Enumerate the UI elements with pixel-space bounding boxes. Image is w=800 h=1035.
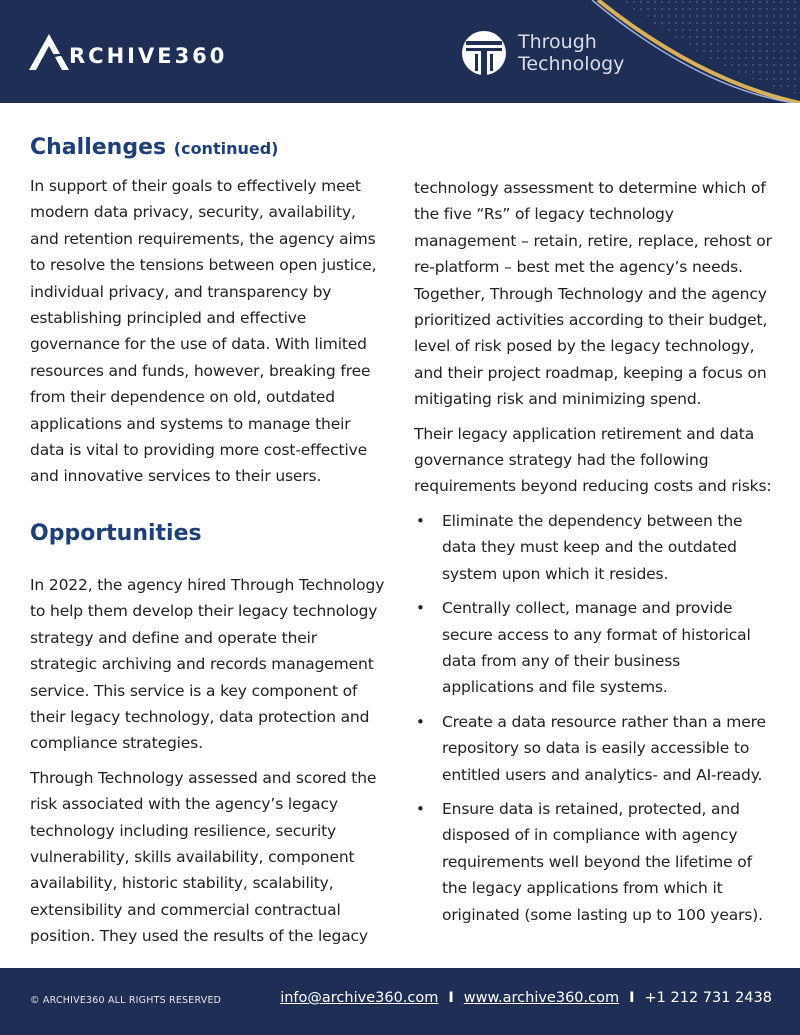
bullet-icon: • — [416, 799, 425, 818]
challenges-heading — [30, 130, 385, 167]
phone-number: +1 212 731 2438 — [644, 990, 772, 1006]
footer-contacts — [280, 990, 772, 1006]
opportunities-heading: Opportunities — [30, 520, 202, 546]
bullet-icon: • — [416, 599, 425, 618]
opportunities-paragraph-3: technology assessment to determine which of the five “Rs” of legacy technology management – retain, retire, replace, rehost or re-platform – best met the agency’s needs. Together, Through Technology and the agency prioritized activities according to their budget, level of risk posed by the legacy technology, and their project roadmap, keeping a focus on mitigating risk and minimizing spend. — [414, 179, 772, 409]
challenges-paragraph: In support of their goals to effectively meet modern data privacy, security, availability, and retention requirements, the agency aims to resolve the tensions between open justice, individual privacy, and transparency by establishing principled and effective governance for the use of data. With limited resources and funds, however, breaking free from their dependence on old, outdated applications and systems to manage their data is vital to providing more cost-effective and innovative services to their users. — [30, 177, 377, 486]
requirements-list — [414, 508, 774, 928]
archive360-logo-text: RCHIVE360 — [69, 44, 228, 68]
through-technology-wordmark — [518, 31, 624, 75]
copyright-text: © ARCHIVE360 ALL RIGHTS RESERVED — [30, 995, 222, 1006]
page-footer — [0, 968, 800, 1035]
through-technology-line2: Technology — [518, 53, 625, 75]
challenges-title: Challenges — [30, 135, 167, 160]
right-column — [414, 175, 774, 936]
through-technology-line1: Through — [518, 31, 597, 53]
separator: I — [448, 990, 454, 1006]
opportunities-paragraph-4: Their legacy application retirement and data governance strategy had the following requirements beyond reducing costs and risks: — [414, 424, 772, 496]
list-item — [414, 595, 774, 701]
bullet-icon: • — [416, 712, 425, 731]
through-technology-logo — [461, 30, 624, 76]
through-technology-mark-icon — [461, 30, 507, 76]
archive360-logo — [27, 30, 227, 74]
challenges-title-suffix: (continued) — [173, 139, 279, 158]
list-item — [414, 709, 774, 788]
archive360-a-icon — [27, 30, 71, 74]
opportunities-paragraph-2: Through Technology assessed and scored the risk associated with the agency’s legacy technology including resilience, security vulnerability, skills availability, component availability, historic stability, scalability, extensibility and commercial contractual position. They used the results of the legacy — [30, 768, 377, 946]
list-item-text: Create a data resource rather than a mere repository so data is easily accessible to entitled users and analytics- and AI-ready. — [442, 712, 766, 784]
opportunities-paragraph-1: In 2022, the agency hired Through Technology to help them develop their legacy technology strategy and define and operate their strategic archiving and records management service. This service is a key component of their legacy technology, data protection and compliance strategies. — [30, 575, 385, 753]
list-item-text: Centrally collect, manage and provide secure access to any format of historical data from any of their business applications and file systems. — [442, 599, 751, 697]
bullet-icon: • — [416, 511, 425, 530]
main-content — [0, 130, 800, 960]
list-item-text: Ensure data is retained, protected, and disposed of in compliance with agency requirements well beyond the lifetime of the legacy applications from which it originated (some lasting up to 100 years). — [442, 799, 763, 924]
list-item — [414, 796, 774, 928]
email-link[interactable]: info@archive360.com — [280, 990, 439, 1006]
page-header — [0, 0, 800, 103]
list-item — [414, 508, 774, 587]
separator: I — [629, 990, 635, 1006]
list-item-text: Eliminate the dependency between the data they must keep and the outdated system upon which it resides. — [442, 511, 743, 583]
website-link[interactable]: www.archive360.com — [463, 990, 620, 1006]
left-column — [30, 130, 385, 950]
